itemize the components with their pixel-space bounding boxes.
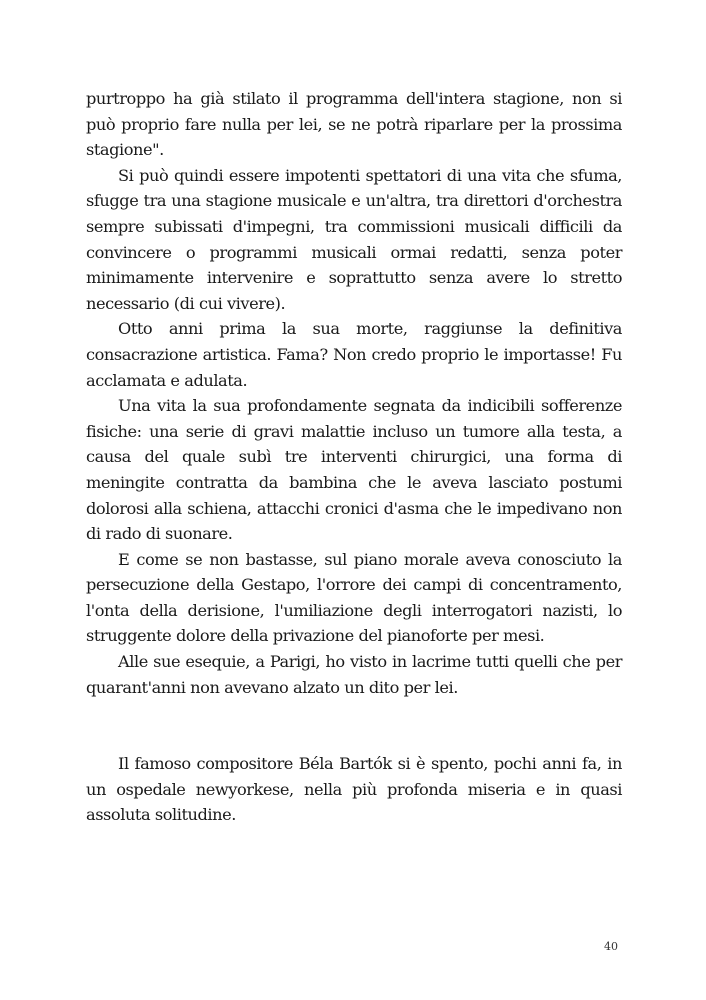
paragraph: Il famoso compositore Béla Bartók si è spento, pochi anni fa, in un ospedale newyorkese, nella più profonda miseria e in quasi assoluta solitudine. — [86, 754, 622, 825]
paragraph: Si può quindi essere impotenti spettatori di una vita che sfuma, sfugge tra una stagione musicale e un'altra, tra direttori d'orchestra sempre subissati d'impegni, tra commissioni musicali difficili da convincere o programmi musicali ormai redatti, senza poter minimamente intervenire e soprattutto senza avere lo stretto necessario (di cui vivere). — [86, 165, 622, 313]
paragraph: Alle sue esequie, a Parigi, ho visto in lacrime tutti quelli che per quarant'anni non avevano alzato un dito per lei. — [86, 652, 622, 697]
page-number: 40 — [604, 940, 618, 953]
paragraph: E come se non bastasse, sul piano morale aveva conosciuto la persecuzione della Gestapo, l'orrore dei campi di concentramento, l'onta della derisione, l'umiliazione degli interrogatori nazisti, lo struggente dolore della privazione del pianoforte per mesi. — [86, 549, 622, 646]
section-break — [86, 700, 622, 751]
page-body — [86, 86, 622, 828]
paragraph: purtroppo ha già stilato il programma dell'intera stagione, non si può proprio fare nulla per lei, se ne potrà riparlare per la prossima stagione". — [86, 89, 622, 160]
paragraph: Otto anni prima la sua morte, raggiunse la definitiva consacrazione artistica. Fama? Non credo proprio le importasse! Fu acclamata e adulata. — [86, 319, 622, 390]
paragraph: Una vita la sua profondamente segnata da indicibili sofferenze fisiche: una serie di gravi malattie incluso un tumore alla testa, a causa del quale subì tre interventi chirurgici, una forma di meningite contratta da bambina che le aveva lasciato postumi dolorosi alla schiena, attacchi cronici d'asma che le impedivano non di rado di suonare. — [86, 396, 622, 544]
